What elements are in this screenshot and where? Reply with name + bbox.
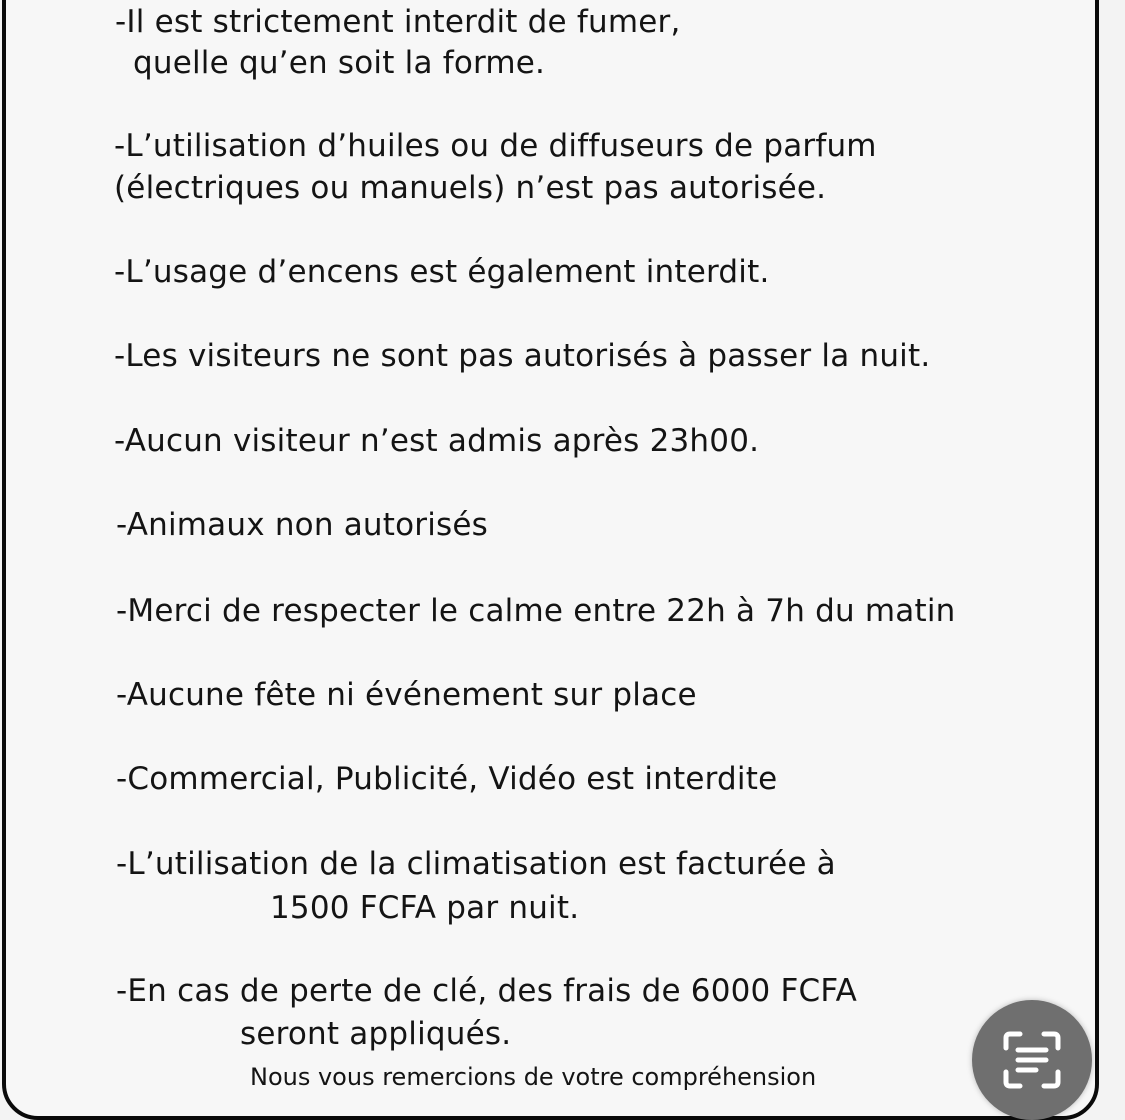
rule-no-diffusers-continued: (électriques ou manuels) n’est pas autorisée.: [114, 170, 827, 206]
rule-no-pets: -Animaux non autorisés: [116, 507, 489, 543]
rule-visitor-curfew: -Aucun visiteur n’est admis après 23h00.: [114, 423, 760, 459]
rule-no-smoking-continued: quelle qu’en soit la forme.: [133, 45, 546, 81]
thank-you-note: Nous vous remercions de votre compréhension: [250, 1063, 817, 1091]
rule-no-commercial-filming: -Commercial, Publicité, Vidéo est interdite: [116, 761, 778, 797]
rule-no-overnight-visitors: -Les visiteurs ne sont pas autorisés à passer la nuit.: [114, 338, 931, 374]
rule-air-conditioning-fee-continued: 1500 FCFA par nuit.: [270, 890, 580, 926]
rule-quiet-hours: -Merci de respecter le calme entre 22h à 7h du matin: [116, 593, 956, 629]
rule-no-incense: -L’usage d’encens est également interdit.: [114, 254, 770, 290]
document-scan-icon: [1000, 1028, 1064, 1092]
rule-lost-key-fee-continued: seront appliqués.: [240, 1016, 512, 1052]
rule-no-smoking: -Il est strictement interdit de fumer,: [115, 4, 681, 40]
rule-lost-key-fee: -En cas de perte de clé, des frais de 6000 FCFA: [116, 973, 857, 1009]
rule-no-diffusers: -L’utilisation d’huiles ou de diffuseurs de parfum: [114, 128, 877, 164]
rule-air-conditioning-fee: -L’utilisation de la climatisation est facturée à: [116, 846, 836, 882]
rule-no-parties: -Aucune fête ni événement sur place: [116, 677, 697, 713]
scan-document-button[interactable]: [972, 1000, 1092, 1120]
